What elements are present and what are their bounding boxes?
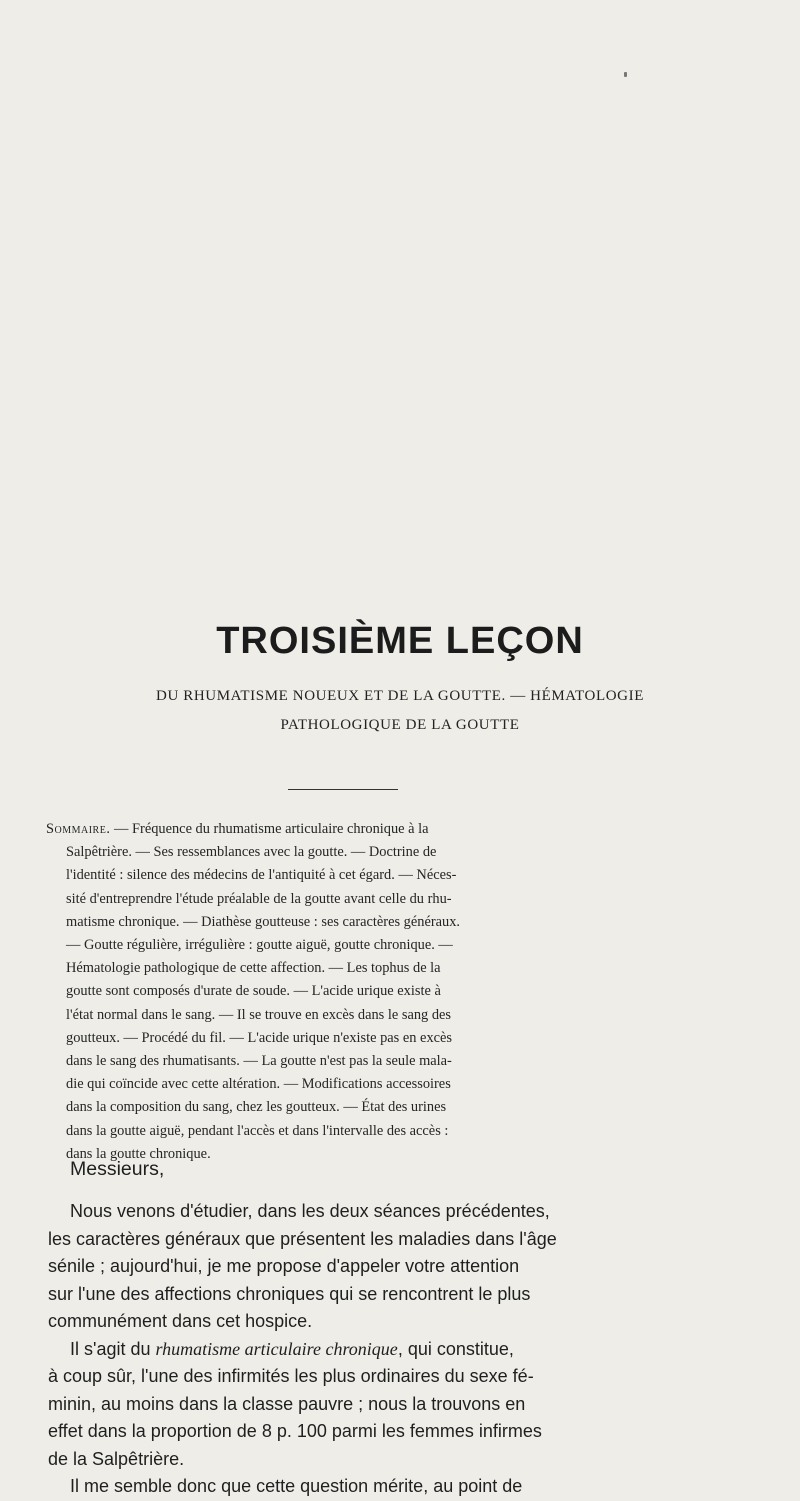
summary-line: — Goutte régulière, irrégulière : goutte aiguë, goutte chronique. — bbox=[66, 937, 453, 954]
paragraph-line: de la Salpêtrière. bbox=[48, 1448, 185, 1469]
summary-line: l'état normal dans le sang. — Il se trouve en excès dans le sang des bbox=[66, 1006, 452, 1023]
summary-line: dans le sang des rhumatisants. — La goutte n'est pas la seule mala- bbox=[66, 1053, 452, 1070]
paragraph-text: , qui constitue, bbox=[397, 1338, 514, 1359]
summary-line: Hématologie pathologique de cette affection. — Les tophus de la bbox=[66, 960, 441, 977]
summary-block bbox=[46, 818, 766, 1166]
subtitle-line: PATHOLOGIQUE DE LA GOUTTE bbox=[280, 717, 520, 733]
paragraph-line: communément dans cet hospice. bbox=[48, 1311, 313, 1331]
paragraph-line: effet dans la proportion de 8 p. 100 parmi les femmes infirmes bbox=[48, 1421, 542, 1441]
summary-line: goutte sont composés d'urate de soude. — L'acide urique existe à bbox=[66, 983, 441, 1000]
paragraph-line: à coup sûr, l'une des infirmités les plus ordinaires du sexe fé- bbox=[48, 1366, 534, 1386]
lecture-subtitle bbox=[40, 682, 760, 740]
paragraph-line: sur l'une des affections chroniques qui se rencontrent le plus bbox=[48, 1283, 531, 1304]
paragraph-line: les caractères généraux que présentent les maladies dans l'âge bbox=[48, 1228, 557, 1249]
summary-line: die qui coïncide avec cette altération. — Modifications accessoires bbox=[66, 1076, 451, 1093]
summary-line: goutteux. — Procédé du fil. — L'acide urique n'existe pas en excès bbox=[66, 1029, 453, 1046]
print-speck bbox=[624, 72, 627, 77]
lecture-title: TROISIÈME LEÇON bbox=[216, 620, 584, 662]
summary-line: sité d'entreprendre l'étude préalable de la goutte avant celle du rhu- bbox=[66, 890, 452, 907]
summary-line: dans la goutte chronique. bbox=[66, 1145, 211, 1162]
summary-line: Salpêtrière. — Ses ressemblances avec la goutte. — Doctrine de bbox=[66, 844, 437, 861]
paragraph-line: Nous venons d'étudier, dans les deux séances précédentes, bbox=[70, 1201, 550, 1221]
divider-rule bbox=[288, 789, 398, 790]
salutation: Messieurs, bbox=[70, 1158, 165, 1180]
subtitle-line: DU RHUMATISME NOUEUX ET DE LA GOUTTE. — HÉMATOLOGIE bbox=[156, 688, 644, 704]
summary-line: dans la goutte aiguë, pendant l'accès et dans l'intervalle des accès : bbox=[66, 1122, 449, 1139]
paragraph-text: Il s'agit du bbox=[70, 1338, 156, 1359]
summary-line: matisme chronique. — Diathèse goutteuse : ses caractères généraux. bbox=[66, 913, 460, 930]
italic-term: rhumatisme articulaire chronique bbox=[155, 1338, 398, 1359]
body-text bbox=[48, 1198, 778, 1501]
summary-label: Sommaire. bbox=[46, 821, 111, 837]
summary-line bbox=[46, 818, 766, 841]
summary-text: — Fréquence du rhumatisme articulaire chronique à la bbox=[110, 821, 429, 837]
summary-line: l'identité : silence des médecins de l'antiquité à cet égard. — Néces- bbox=[66, 867, 457, 884]
paragraph-line: Il me semble donc que cette question mérite, au point de bbox=[70, 1476, 523, 1496]
paragraph-line: minin, au moins dans la classe pauvre ; nous la trouvons en bbox=[48, 1393, 526, 1414]
paragraph-line: sénile ; aujourd'hui, je me propose d'appeler votre attention bbox=[48, 1256, 520, 1276]
summary-line: dans la composition du sang, chez les goutteux. — État des urines bbox=[66, 1099, 447, 1116]
paragraph-line bbox=[48, 1336, 778, 1364]
